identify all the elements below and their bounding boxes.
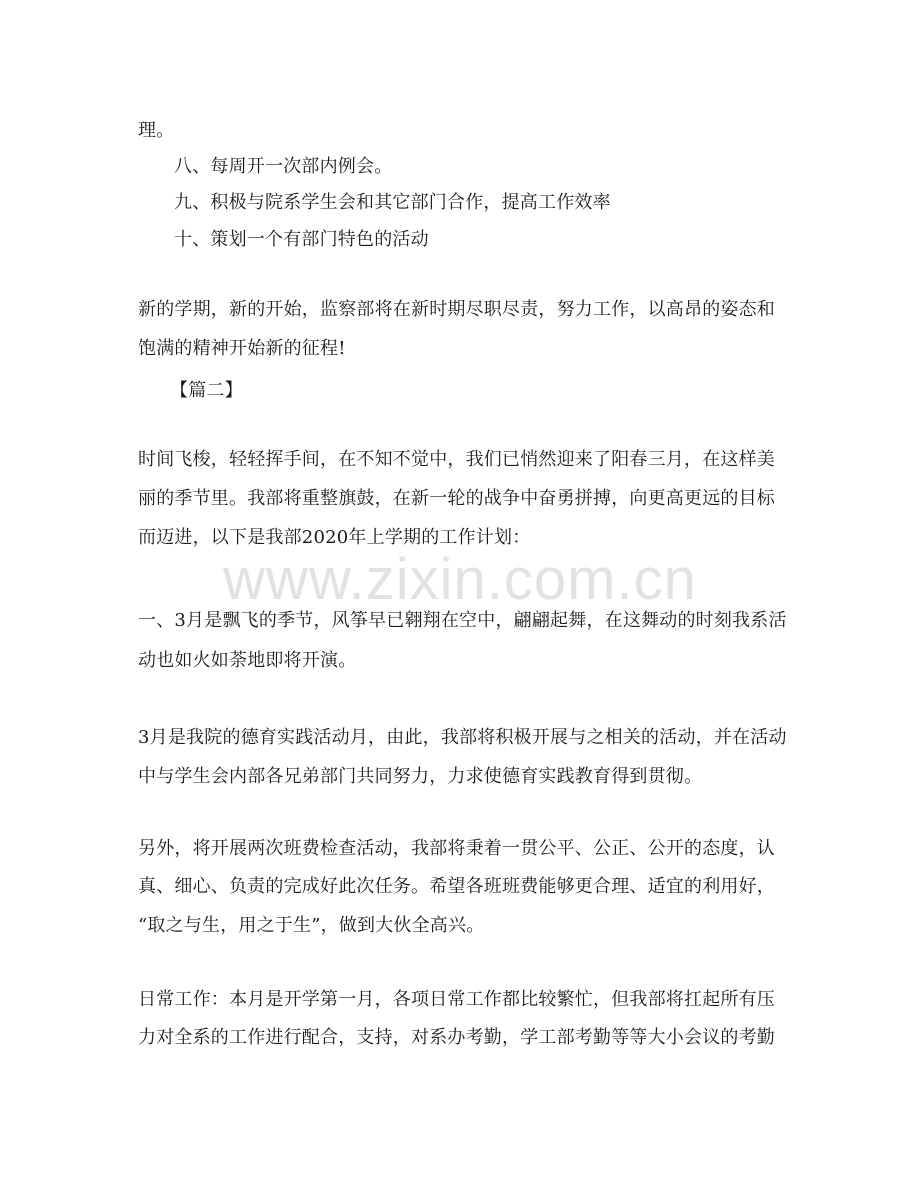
paragraph-line: “取之与生，用之于生”，做到大伙全高兴。 [138,915,485,936]
list-item-10: 十、策划一个有部门特色的活动 [174,229,429,250]
paragraph-line: 中与学生会内部各兄弟部门共同努力，力求使德育实践教育得到贯彻。 [138,766,703,787]
paragraph-line: 饱满的精神开始新的征程! [138,338,346,359]
paragraph-line: 丽的季节里。我部将重整旗鼓，在新一轮的战争中奋勇拼搏，向更高更远的目标 [138,488,775,509]
paragraph-line: 日常工作：本月是开学第一月，各项日常工作都比较繁忙，但我部将扛起所有压 [138,989,775,1010]
paragraph-line: 新的学期，新的开始，监察部将在新时期尽职尽责，努力工作，以高昂的姿态和 [138,299,775,320]
paragraph-line: 一、3月是飘飞的季节，风筝早已翱翔在空中，翩翩起舞，在这舞动的时刻我系活 [138,610,787,631]
paragraph-line: 力对全系的工作进行配合，支持，对系办考勤，学工部考勤等等大小会议的考勤 [138,1027,775,1048]
paragraph-line: 时间飞梭，轻轻挥手间，在不知不觉中，我们已悄然迎来了阳春三月，在这样美 [138,449,775,470]
paragraph-line: 3月是我院的德育实践活动月，由此，我部将积极开展与之相关的活动，并在活动 [138,727,787,748]
paragraph-line: 另外，将开展两次班费检查活动，我部将秉着一贯公平、公正、公开的态度，认 [138,838,775,859]
section-heading: 【篇二】 [170,380,243,401]
paragraph-line: 理。 [138,120,175,141]
watermark: www.zixin.com.cn [223,547,697,612]
paragraph-line: 而迈进，以下是我部2020年上学期的工作计划： [138,527,531,548]
paragraph-line: 真、细心、负责的完成好此次任务。希望各班班费能够更合理、适宜的利用好， [138,876,775,897]
list-item-9: 九、积极与院系学生会和其它部门合作，提高工作效率 [174,192,611,213]
list-item-8: 八、每周开一次部内例会。 [174,156,393,177]
paragraph-line: 动也如火如荼地即将开演。 [138,650,357,671]
